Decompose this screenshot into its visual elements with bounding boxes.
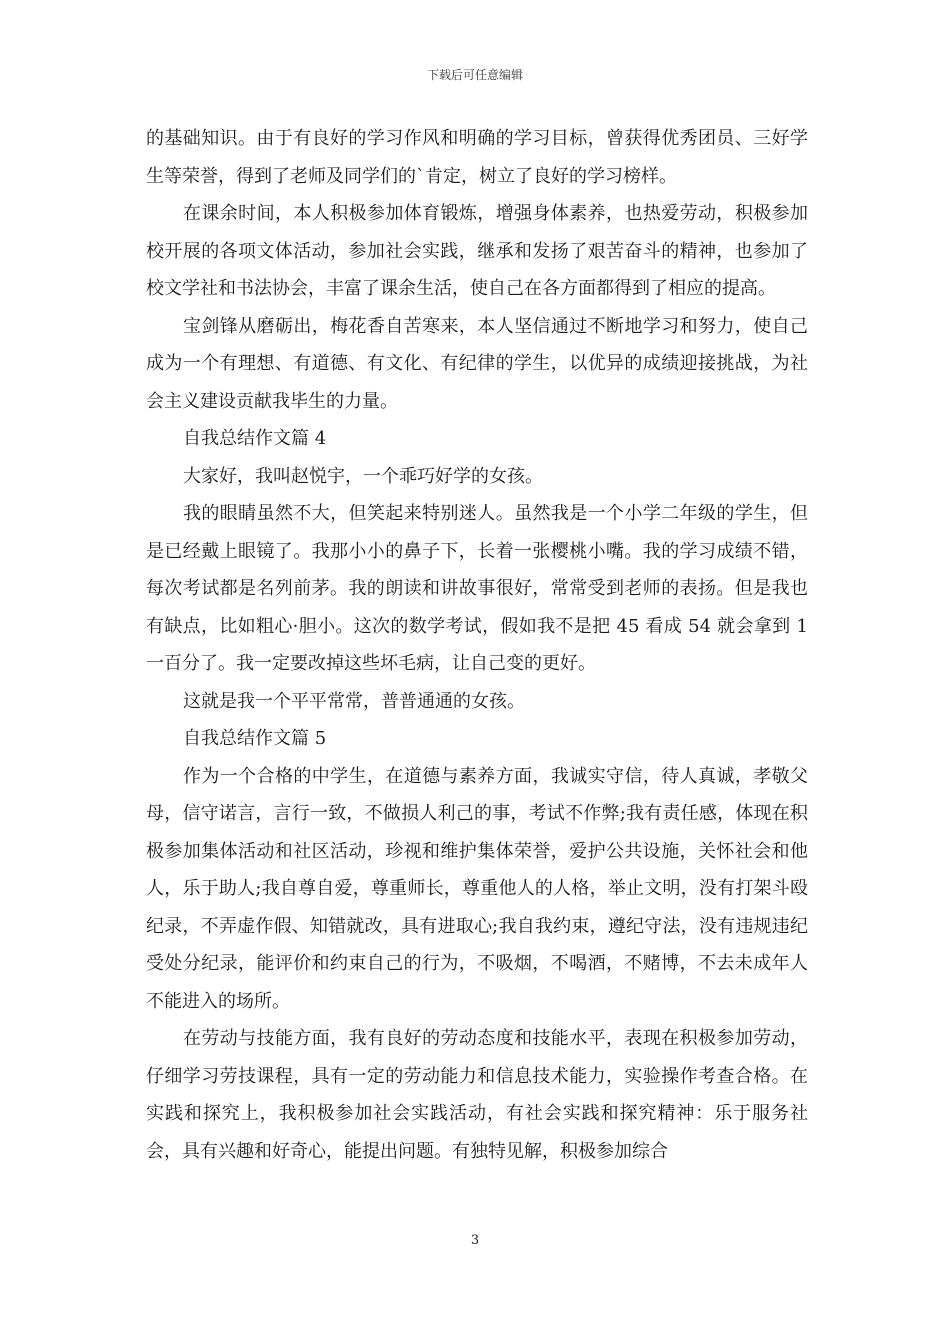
paragraph-9: 作为一个合格的中学生，在道德与素养方面，我诚实守信，待人真诚，孝敬父母，信守诺言，言行一致，不做损人利己的事，考试不作弊;我有责任感，体现在积极参加集体活动和社区活动，珍视和维护集体荣誉，爱护公共设施，关怀社会和他人，乐于助人;我自尊自爱，尊重师长，尊重他人的人格，举止文明，没有打架斗殴纪录，不弄虚作假、知错就改，具有进取心;我自我约束，遵纪守法，没有违规违纪受处分纪录，能评价和约束自己的行为，不吸烟，不喝酒，不赌博，不去未成年人不能进入的场所。 — [146, 765, 808, 1012]
document-body — [146, 120, 814, 1170]
paragraph-6: 我的眼睛虽然不大，但笑起来特别迷人。虽然我是一个小学二年级的学生，但是已经戴上眼镜了。我那小小的鼻子下，长着一张樱桃小嘴。我的学习成绩不错，每次考试都是名列前茅。我的朗读和讲故事很好，常常受到老师的表扬。但是我也有缺点，比如粗心·胆小。这次的数学考试，假如我不是把 45 看成 54 就会拿到 1 一百分了。我一定要改掉这些坏毛病，让自己变的更好。 — [146, 503, 814, 674]
paragraph-10: 在劳动与技能方面，我有良好的劳动态度和技能水平，表现在积极参加劳动，仔细学习劳技课程，具有一定的劳动能力和信息技术能力，实验操作考查合格。在实践和探究上，我积极参加社会实践活动，有社会实践和探究精神：乐于服务社会，具有兴趣和好奇心，能提出问题。有独特见解，积极参加综合 — [146, 1028, 808, 1162]
paragraph-2: 在课余时间，本人积极参加体育锻炼，增强身体素养，也热爱劳动，积极参加校开展的各项文体活动，参加社会实践，继承和发扬了艰苦奋斗的精神，也参加了校文学社和书法协会，丰富了课余生活，使自己在各方面都得到了相应的提高。 — [146, 203, 808, 299]
paragraph-3: 宝剑锋从磨砺出，梅花香自苦寒来，本人坚信通过不断地学习和努力，使自己成为一个有理想、有道德、有文化、有纪律的学生，以优异的成绩迎接挑战，为社会主义建设贡献我毕生的力量。 — [146, 315, 808, 412]
page-header: 下载后可任意编辑 — [426, 68, 523, 82]
paragraph-7: 这就是我一个平平常常，普普通通的女孩。 — [183, 690, 525, 712]
section-heading-5: 自我总结作文篇 5 — [183, 728, 327, 749]
paragraph-5: 大家好，我叫赵悦宇，一个乖巧好学的女孩。 — [183, 465, 543, 487]
paragraph-1: 的基础知识。由于有良好的学习作风和明确的学习目标，曾获得优秀团员、三好学生等荣誉，得到了老师及同学们的`肯定，树立了良好的学习榜样。 — [146, 128, 808, 187]
section-heading-4: 自我总结作文篇 4 — [183, 428, 327, 449]
page-number: 3 — [470, 1233, 480, 1248]
